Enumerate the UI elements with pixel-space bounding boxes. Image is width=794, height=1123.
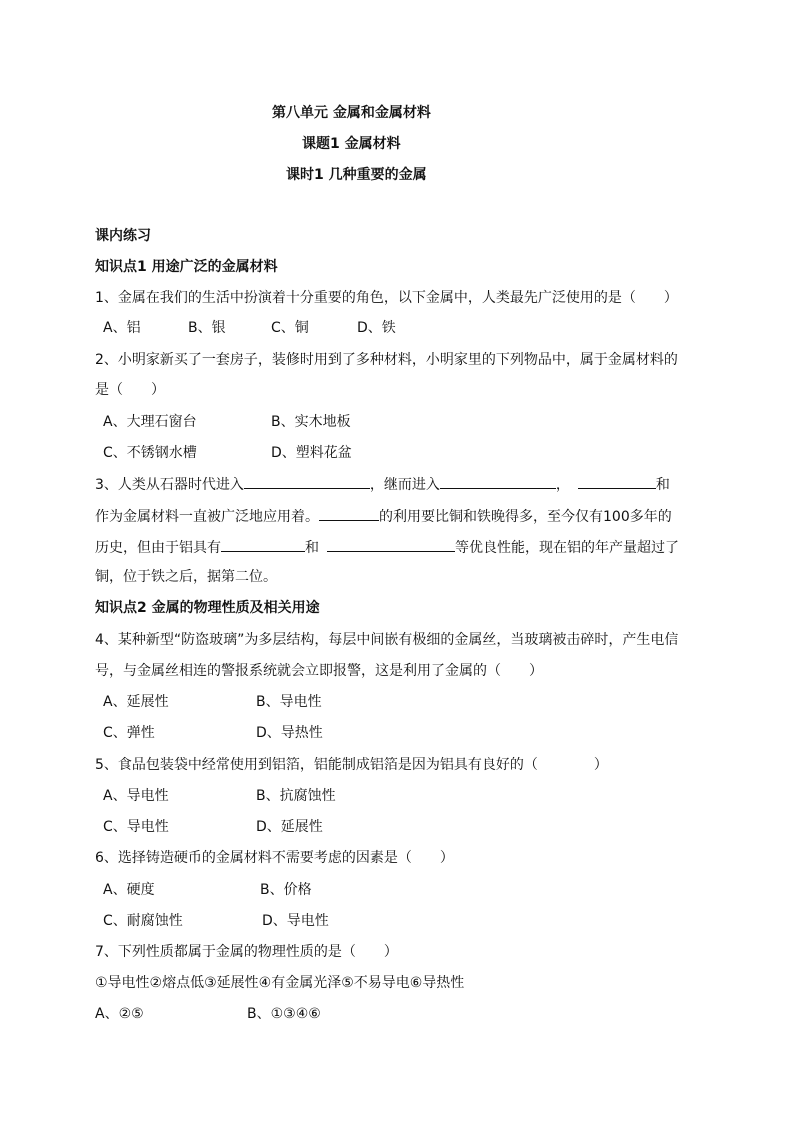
q2-option-d: D、塑料花盆 [271, 445, 352, 461]
q3-text-8: 和 [305, 540, 319, 556]
q7-option-b: B、①③④⑥ [247, 1006, 321, 1022]
unit-title: 第八单元 金属和金属材料 [272, 105, 431, 121]
q6-option-a: A、硬度 [103, 882, 155, 898]
q3-blank-6[interactable] [327, 537, 455, 552]
question-7: 7、下列性质都属于金属的物理性质的是（ ） [95, 944, 398, 960]
topic-title: 课题1 金属材料 [302, 136, 401, 152]
q3-text-9: 等优良性能，现在铝的年产量超过了 [455, 540, 679, 556]
lesson-title: 课时1 几种重要的金属 [286, 167, 427, 183]
q4-option-a: A、延展性 [103, 694, 169, 710]
q3-text-6: 的利用要比铜和铁晚得多，至今仅有100多年的 [379, 509, 672, 525]
q3-text-5: 作为金属材料一直被广泛地应用着。 [95, 509, 319, 525]
question-6: 6、选择铸造硬币的金属材料不需要考虑的因素是（ ） [95, 850, 454, 866]
q3-blank-2[interactable] [440, 474, 556, 489]
q4-option-d: D、导热性 [256, 725, 323, 741]
question-4-line-2: 号，与金属丝相连的警报系统就会立即报警，这是利用了金属的（ ） [95, 663, 543, 679]
q2-option-a: A、大理石窗台 [103, 414, 197, 430]
q6-option-d: D、导电性 [262, 913, 329, 929]
q3-blank-4[interactable] [319, 506, 379, 521]
q3-blank-1[interactable] [244, 474, 370, 489]
q1-option-b: B、银 [188, 320, 226, 336]
question-3-line-1 [95, 474, 670, 495]
q4-option-b: B、导电性 [256, 694, 322, 710]
question-5: 5、食品包装袋中经常使用到铝箔，铝能制成铝箔是因为铝具有良好的（ ） [95, 757, 608, 773]
q3-text-4: 和 [655, 477, 670, 493]
q3-text-7: 历史，但由于铝具有 [95, 540, 221, 556]
q3-blank-3[interactable] [578, 474, 656, 489]
q7-properties: ①导电性②熔点低③延展性④有金属光泽⑤不易导电⑥导热性 [95, 975, 465, 991]
q3-blank-5[interactable] [221, 537, 305, 552]
q5-option-b: B、抗腐蚀性 [256, 788, 336, 804]
q5-option-d: D、延展性 [256, 819, 323, 835]
q5-option-a: A、导电性 [103, 788, 169, 804]
q2-option-b: B、实木地板 [271, 414, 351, 430]
knowledge-point-2: 知识点2 金属的物理性质及相关用途 [95, 600, 320, 616]
question-3-line-4: 铜，位于铁之后，据第二位。 [95, 569, 277, 585]
question-4-line-1: 4、某种新型“防盗玻璃”为多层结构，每层中间嵌有极细的金属丝，当玻璃被击碎时，产生电信 [95, 632, 679, 648]
question-2-line-2: 是（ ） [95, 382, 165, 398]
question-1: 1、金属在我们的生活中扮演着十分重要的角色，以下金属中，人类最先广泛使用的是（ ） [95, 290, 678, 306]
question-3-line-2 [95, 506, 672, 527]
q3-text-2: ，继而进入 [369, 477, 440, 493]
q3-text-3: ， [555, 477, 570, 493]
section-heading: 课内练习 [95, 228, 151, 244]
knowledge-point-1: 知识点1 用途广泛的金属材料 [95, 259, 278, 275]
q1-option-a: A、铝 [103, 320, 141, 336]
q1-option-c: C、铜 [271, 320, 309, 336]
q6-option-c: C、耐腐蚀性 [103, 913, 183, 929]
question-3-line-3 [95, 537, 679, 558]
q5-option-c: C、导电性 [103, 819, 169, 835]
q6-option-b: B、价格 [260, 882, 312, 898]
q3-text-1: 3、人类从石器时代进入 [95, 477, 244, 493]
q4-option-c: C、弹性 [103, 725, 155, 741]
q7-option-a: A、②⑤ [95, 1006, 144, 1022]
q2-option-c: C、不锈钢水槽 [103, 445, 197, 461]
q1-option-d: D、铁 [357, 320, 396, 336]
question-2-line-1: 2、小明家新买了一套房子，装修时用到了多种材料，小明家里的下列物品中，属于金属材料的 [95, 352, 678, 368]
